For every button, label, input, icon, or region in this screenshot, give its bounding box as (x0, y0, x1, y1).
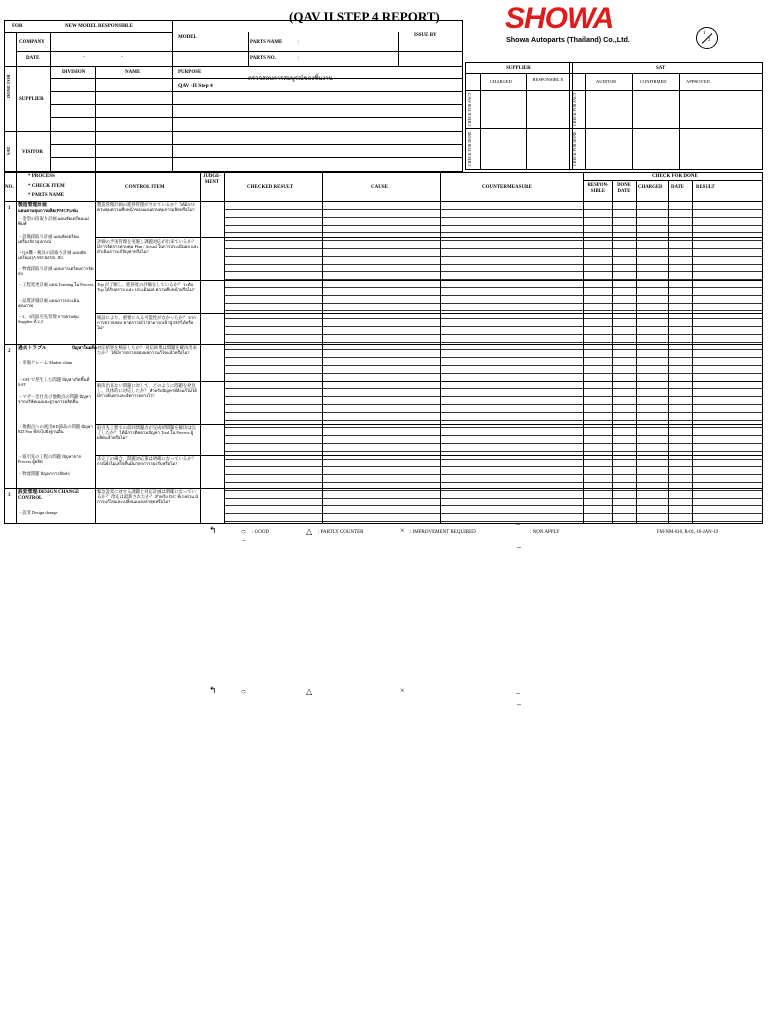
section-3-no: 3 (8, 493, 11, 498)
approval-auditor: AUDITOR (596, 79, 617, 84)
section-2-item: ・SAT で発生した問題 ปัญหาเกิดขึ้นที่ SAT (18, 377, 90, 387)
page-current: 1 (703, 31, 706, 36)
section-2-title-th: ปัญหาในอดีต (72, 345, 97, 350)
section-1-title: 製造管理計画 (18, 203, 47, 208)
section-2-item: ・他拠点への流出KD部品の問題 ปัญหา KD Part ที่ส่งไปยังฐานอื่น (18, 424, 93, 434)
company-label: COMPANY (19, 40, 45, 45)
purpose-value: QAV -II Step 4 (178, 83, 213, 89)
legend-dash: – (517, 699, 521, 708)
hdr-check-for-done: CHECK FOR DONE (652, 174, 698, 179)
legend-improve-symbol: × (400, 526, 405, 535)
legend-good: : GOOD (252, 530, 270, 535)
company-name: Showa Autoparts (Thailand) Co.,Ltd. (506, 35, 630, 44)
legend-improve-symbol: × (400, 686, 405, 695)
section-1-control: 検証により、重要に入る可能性がなかったか？ จากการตรวจสอบ คาดการณ์ว่าสามารถเข้าสู่ M/Pได้หรือไม่? (97, 315, 196, 330)
section-2-title: 過去トラブル (18, 346, 47, 351)
section-2-item: ・取引先の工程の問題 ปัญหาจาก Process ผู้ผลิต (18, 454, 82, 464)
section-2-item: ・物流問題 ปัญหาการจัดส่ง (18, 471, 70, 476)
hdr-date: DATE (671, 185, 684, 190)
legend-non-symbol: – (516, 519, 520, 528)
section-1-item: ・物流段取り計画 แผนการเตรียมการจัดส่ง (18, 266, 94, 276)
sat-label: SAT (6, 146, 11, 156)
approval-approved: APPROVED (686, 79, 710, 84)
section-2-control: 解決出来ない問題に対して、どのように問題を発見し、具体的に対応したか？ สำหรับปัญหาที่ยังแก้ไม่ได้ มีการค้นหาและจัดการอย่างไร? (97, 383, 197, 398)
section-3-control: 緊急設変に対する課題と対応計画は明確になっているか？ 改定は最新されたか？ สำหรับ D/C ที่เร่งด่วน มีการแก้ไขและเปลี่ยนแปลงล่าสุดหรือไม่? (97, 489, 198, 504)
section-1-item: ・工程変更計画 แผน Training ใน Process (18, 282, 94, 287)
issue-by-label: ISSUE BY (414, 33, 437, 38)
model-label: MODEL (178, 35, 197, 40)
page-total: 2 (708, 38, 711, 43)
legend-good-symbol: ○ (241, 687, 246, 696)
section-1-item: ・QA機・検具の段取り計画 แผนจัดเตรียมQA M/C&INS. JIG (18, 250, 87, 260)
section-1-no: 1 (8, 206, 11, 211)
showa-logo: SHOWA (505, 2, 614, 35)
section-1-title-th: แผนควบคุมการผลิต(PMCP)เช่น (18, 208, 78, 213)
name-label: NAME (125, 70, 141, 75)
hdr-responsible: RESPON- SIBLE (587, 183, 609, 194)
hdr-checked-result: CHECKED RESULT (247, 185, 294, 190)
legend-partly-symbol: △ (306, 527, 313, 536)
supplier-check-done: CHECK FOR DONE (467, 131, 472, 167)
sat-check-done: CHECK FOR DONE (572, 131, 577, 167)
legend-partly: : PARTLY COUNTER (318, 530, 364, 535)
section-1-item: ・金型の段取り計画 แผนจัดเตรียมแม่พิมพ์ (18, 216, 89, 226)
date-sep-1: - (83, 55, 85, 60)
legend-dash: – (242, 536, 246, 544)
approval-supplier: SUPPLIER (506, 66, 531, 71)
for-label: FOR (12, 24, 23, 29)
parts-no-label: PARTS NO. (250, 56, 276, 61)
legend-partly-symbol: △ (306, 687, 313, 696)
hdr-done-date: DONE DATE (617, 183, 631, 194)
visitor-label: VISITOR (22, 150, 44, 155)
section-3-item: ・設変 Design change (18, 510, 58, 515)
supplier-check-fact: CHECK FOR FACT (467, 92, 472, 126)
section-2-no: 2 (8, 349, 11, 354)
section-2-item: ・市場クレーム Market claim (18, 360, 73, 365)
hdr-countermeasure: COUNTERMEASURE (482, 185, 533, 190)
section-1-control: 製造管理計画の進捗管理がされているか？ ได้มีการควบคุมความคืบหน้าของแผนควบคุมการผลิตหรือไม่? (97, 202, 195, 212)
section-3-title: 設変管理/DESIGN CHANGE CONTROL (18, 490, 80, 501)
section-1-item: ・品質評価計画 แผนการประเมินคุณภาพ (18, 298, 80, 308)
form-number: FM-NM-016, R-01, 16-JAN-19 (657, 530, 719, 535)
legend-non-symbol: – (516, 688, 520, 697)
supplier-label: SUPPLIER (19, 97, 44, 102)
parts-no-colon: : (298, 56, 300, 61)
purpose-thai: ตรวจสอบการสมบูรณ์ของชิ้นงาน (248, 76, 333, 82)
legend-non-apply: : NON APPLY (530, 530, 560, 535)
approval-confirmed: CONFIRMED (640, 79, 667, 84)
hdr-no: NO. (5, 185, 14, 190)
date-label: DATE (26, 56, 40, 61)
purpose-label: PURPOSE (178, 70, 202, 75)
hdr-check-item: * CHECK ITEM (28, 184, 65, 189)
division-label: DIVISION (62, 70, 86, 75)
approval-charged: CHARGED (490, 79, 512, 84)
section-1-control: Top が了解し、進捗度の評価をしているか？ ระดับ Top ได้รับทราบ และ ประเมินผล ความคืบหน้าหรือไม่? (97, 282, 195, 292)
section-1-item: ・2、3次取引先管理 การควบคุม Supplier ที่ 2,3 (18, 314, 79, 324)
legend-arrow: ↰ (209, 685, 217, 695)
section-2-control: 取引先工程での前回問題点が完成初問題を解決は完了したか？ ได้มีการติดตามปัญหา Trial ใน Process ผู้ผลิตแล้วหรือไม่? (97, 425, 196, 440)
legend-arrow: ↰ (209, 525, 217, 535)
hdr-control-item: CONTROL ITEM (125, 185, 165, 190)
page-indicator (696, 27, 718, 49)
report-title: (QAV II STEP 4 REPORT) (289, 9, 440, 24)
parts-name-label: PARTS NAME (250, 40, 283, 45)
done-for-label: DONE FOR (6, 74, 11, 98)
parts-name-colon: : (298, 40, 300, 45)
section-2-control: 対応結果を検証したか？ 対応結果は問題を解決出来たか？ ได้มีการตรวจสอบผลการแก้ไขแล้วหรือไม่? (97, 345, 197, 355)
hdr-charged: CHARGED (638, 185, 663, 190)
info-block (4, 20, 463, 172)
hdr-judgement: JUDGE- MENT (203, 174, 221, 185)
section-1-item: ・設備段取り計画 แผนจัดเตรียมเครื่องจักรอุปกรณ์ (18, 234, 79, 244)
hdr-process: * PROCESS (28, 174, 55, 179)
hdr-parts-name: * PARTS NAME (28, 193, 65, 198)
section-1-control: 評価の予実管理を実施し課題対応が出来ているか？ มีการจัดการควบคุม Plan / Actual ในการประเมินผล และดำเนินการแก้ปัญหาหรือไม่? (97, 239, 199, 254)
section-2-control: 未完了の場合、問題対応策は明確になっているか？ กรณียังไม่เสร็จสิ้นมีมาตรการรองรับหรือไม่? (97, 456, 196, 466)
approval-sat: SAT (656, 66, 666, 71)
section-2-item: ・マザー会社及び他拠点の問題 ปัญหาจากบริษัทแม่และฐานการผลิตอื่น (18, 394, 91, 404)
hdr-cause: CAUSE (371, 185, 388, 190)
hdr-result: RESULT (696, 185, 715, 190)
legend-good-symbol: ○ (241, 527, 246, 536)
new-model-label: NEW MODEL RESPONSIBLE (65, 24, 133, 29)
date-sep-2: - (121, 55, 123, 60)
legend-dash: – (517, 542, 521, 551)
sat-check-fact: CHECK FOR FACT (572, 92, 577, 126)
approval-responsible: RESPONSIBL E (532, 77, 564, 82)
legend-improvement: : IMPROVEMENT REQUIRED (410, 530, 476, 535)
